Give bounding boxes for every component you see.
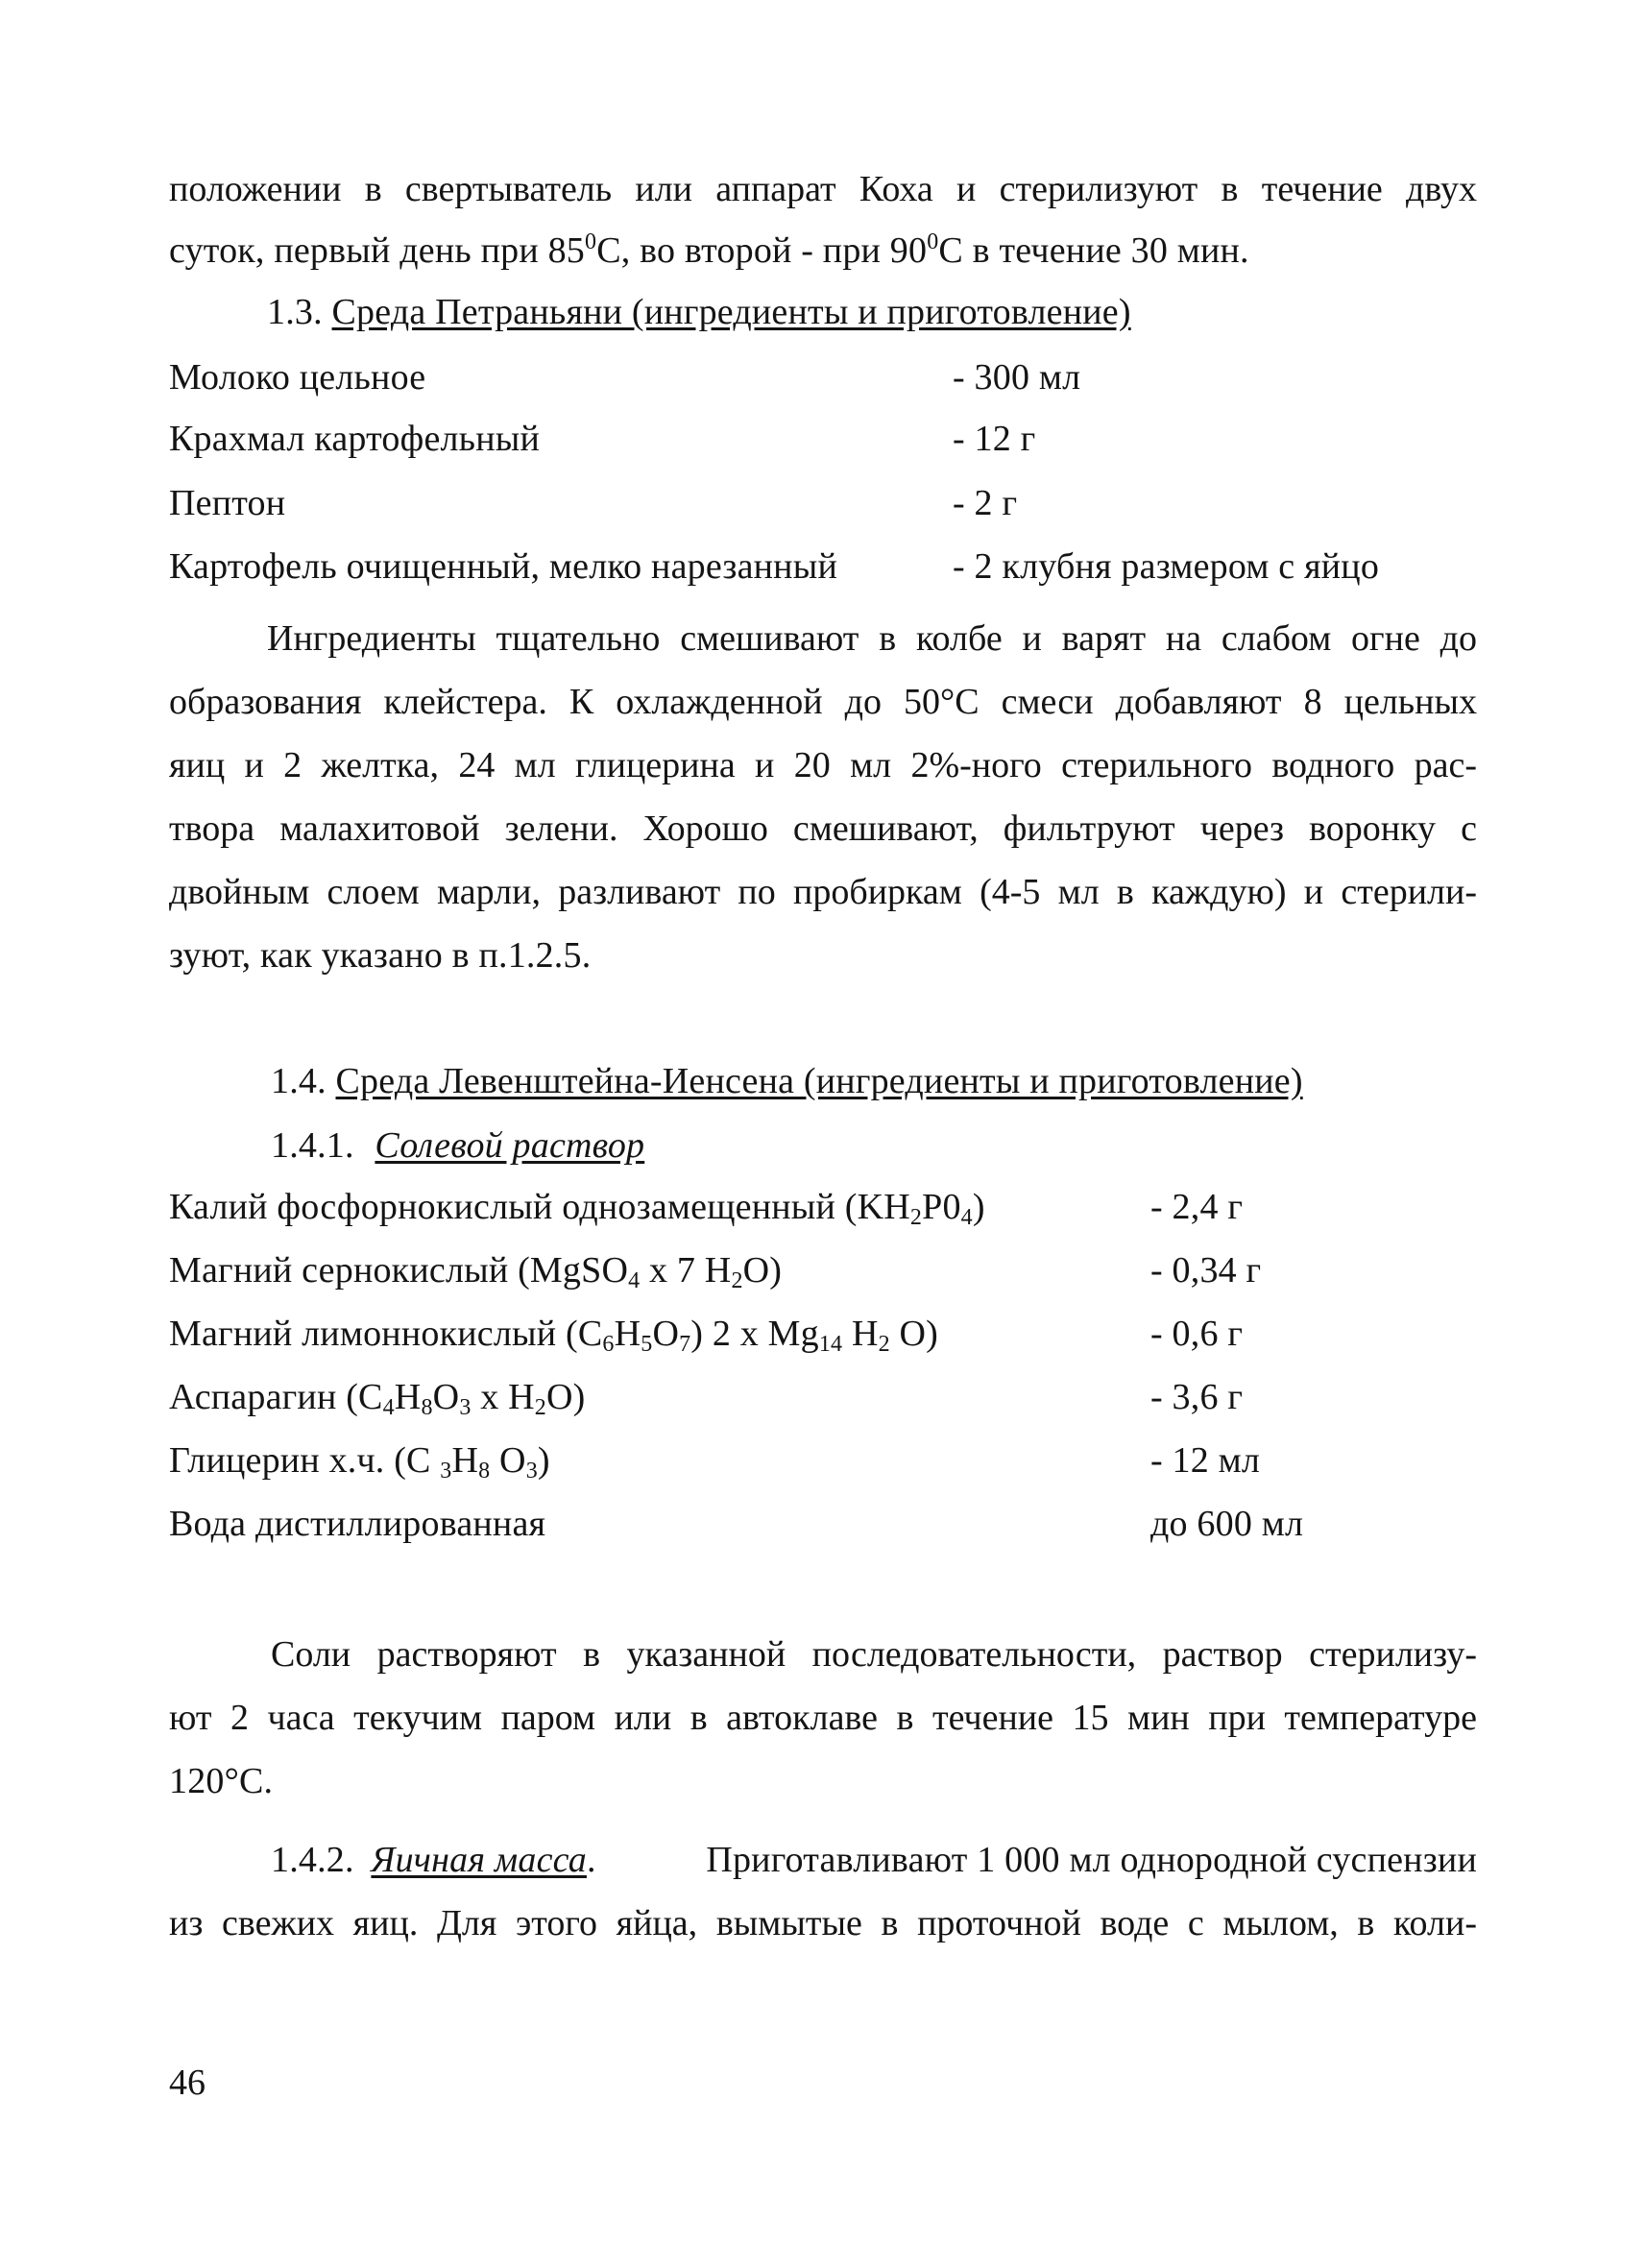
paragraph-line: ют 2 часа текучим паром или в автоклаве в течение 15 мин при температуре	[169, 1698, 1477, 1738]
salt-name: Калий фосфорнокислый однозамещенный $(KH_2P0_4)$	[169, 1187, 985, 1230]
salt-name: Глицерин х.ч. (C $_3H_8$ $O_3$)	[169, 1440, 550, 1484]
section-title: Среда Левенштейна-Иенсена (ингредиенты и приготовление)	[335, 1061, 1303, 1101]
salt-amount: - 12 мл	[1150, 1440, 1261, 1481]
paragraph-line: 120°С.	[169, 1761, 274, 1801]
salt-amount: - 0,6 г	[1150, 1314, 1244, 1354]
subsection-title: Яичная масса	[371, 1840, 587, 1880]
subsection-title: Солевой раствор	[375, 1125, 645, 1166]
salt-name: Вода дистиллированная	[169, 1504, 546, 1544]
paragraph-line: из свежих яиц. Для этого яйца, вымытые в проточной воде с мылом, в коли-	[169, 1903, 1477, 1943]
salt-amount: - 0,34 г	[1150, 1250, 1262, 1291]
ingredient-name: Картофель очищенный, мелко нарезанный	[169, 546, 837, 587]
salt-name: Магний сернокислый (MgSO$_4$ x 7 $H_2O$)	[169, 1250, 783, 1293]
ingredient-name: Молоко цельное	[169, 357, 426, 398]
paragraph-line: двойным слоем марли, разливают по пробиркам (4-5 мл в каждую) и стерили-	[169, 872, 1477, 912]
salt-amount: - 2,4 г	[1150, 1187, 1244, 1227]
ingredient-amount: - 2 клубня размером с яйцо	[953, 546, 1380, 587]
ingredient-amount: - 300 мл	[953, 357, 1081, 398]
page-number: 46	[169, 2063, 206, 2103]
salt-amount: до 600 мл	[1150, 1504, 1304, 1544]
salt-name: Аспарагин ($C_4H_8O_3$ x $H_2O$)	[169, 1377, 586, 1420]
section-number: 1.3.	[267, 292, 323, 332]
section-1-4-heading	[271, 1059, 1303, 1103]
subsection-1-4-1-heading	[271, 1123, 644, 1168]
paragraph-line: твора малахитовой зелени. Хорошо смешивают, фильтруют через воронку с	[169, 808, 1477, 849]
paragraph-line: Приготавливают 1 000 мл однородной суспензии	[706, 1840, 1477, 1880]
subsection-number: 1.4.1.	[271, 1125, 354, 1166]
paragraph-line: Ингредиенты тщательно смешивают в колбе и варят на слабом огне до	[267, 618, 1477, 659]
intro-line-1: положении в свертыватель или аппарат Коха и стерилизуют в течение двух	[169, 169, 1477, 209]
section-number: 1.4.	[271, 1061, 327, 1101]
salt-amount: - 3,6 г	[1150, 1377, 1244, 1417]
subsection-1-4-2-line: 1.4.2. Яичная масса. Приготавливают 1 000 мл однородной суспензии	[271, 1840, 1477, 1880]
paragraph-line: зуют, как указано в п.1.2.5.	[169, 935, 592, 976]
paragraph-line: Соли растворяют в указанной последовательности, раствор стерилизу-	[271, 1634, 1477, 1675]
section-title: Среда Петраньяни (ингредиенты и приготовление)	[331, 292, 1131, 332]
paragraph-line: образования клейстера. К охлажденной до 50°С смеси добавляют 8 цельных	[169, 682, 1477, 722]
ingredient-name: Пептон	[169, 483, 286, 523]
ingredient-amount: - 12 г	[953, 419, 1036, 459]
subsection-number: 1.4.2.	[271, 1840, 354, 1880]
paragraph-line: яиц и 2 желтка, 24 мл глицерина и 20 мл 2%-ного стерильного водного рас-	[169, 745, 1477, 785]
ingredient-amount: - 2 г	[953, 483, 1018, 523]
ingredient-name: Крахмал картофельный	[169, 419, 541, 459]
intro-line-2: суток, первый день при $85^0С$, во второй - при $90^0С$ в течение 30 мин.	[169, 229, 1249, 271]
salt-name: Магний лимоннокислый $(C_6H_5O_7)$ 2 x $Mg_{14}$ $H_2$ O)	[169, 1314, 938, 1357]
section-1-3-heading	[267, 290, 1131, 334]
